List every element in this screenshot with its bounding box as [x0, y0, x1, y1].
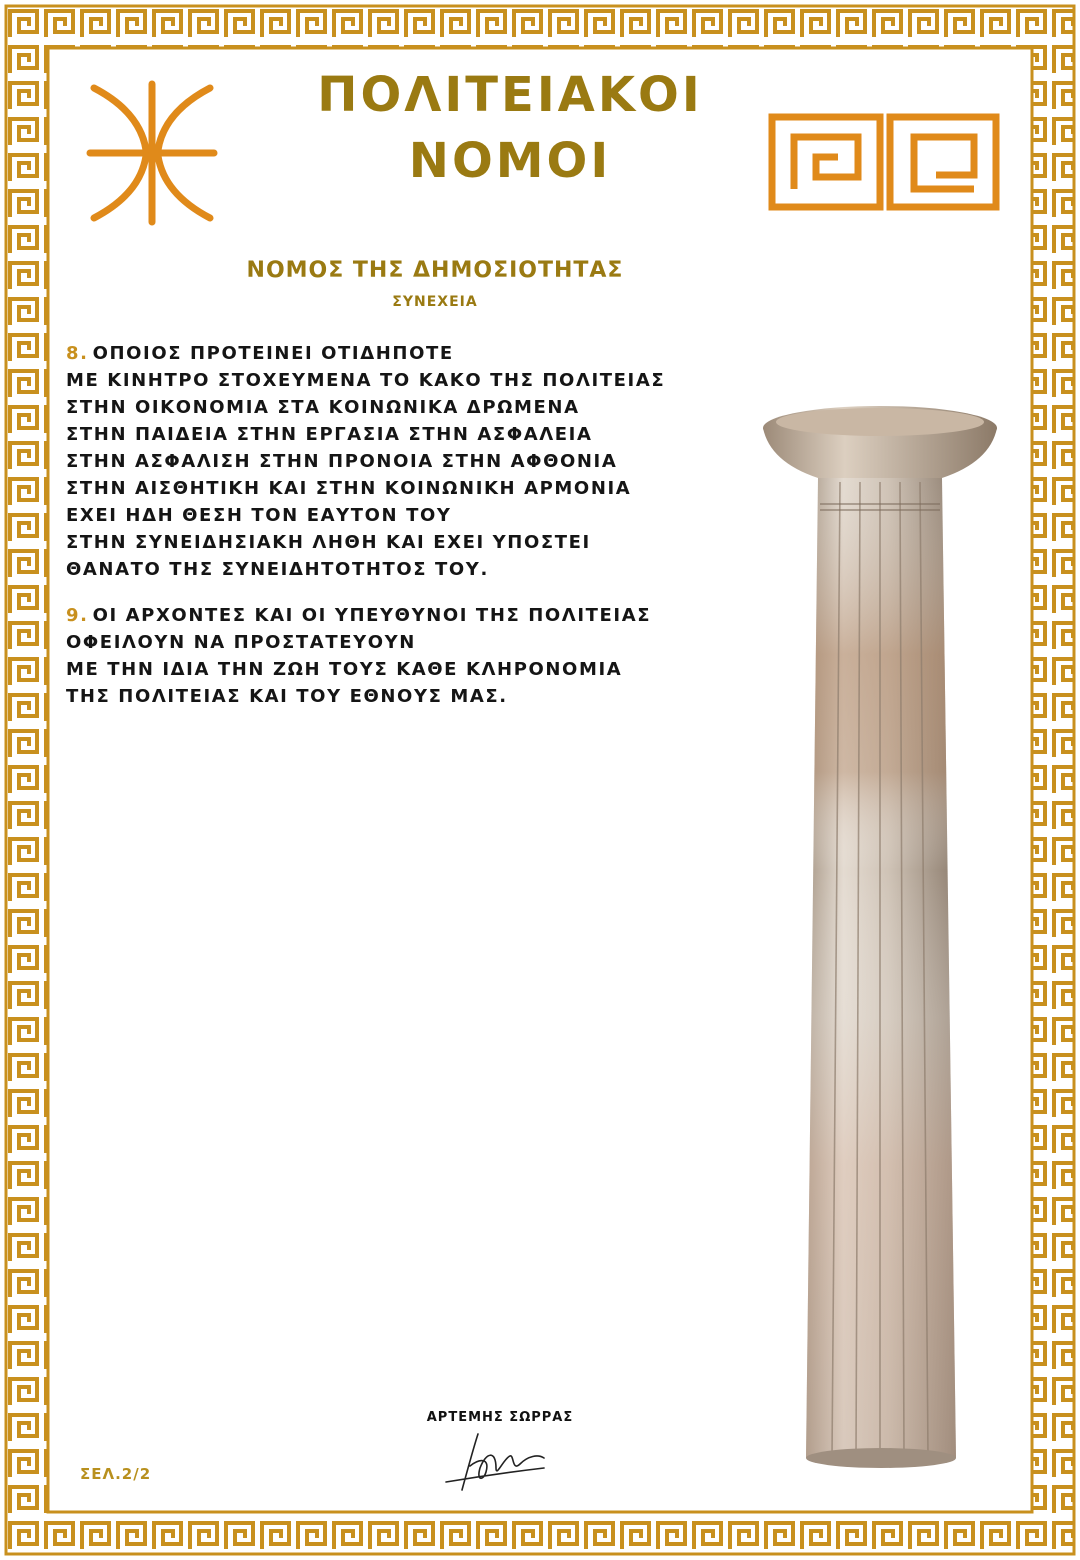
- law-line: ΣΤΗΝ ΑΙΣΘΗΤΙΚΗ ΚΑΙ ΣΤΗΝ ΚΟΙΝΩΝΙΚΗ ΑΡΜΟΝΙΑ: [66, 478, 632, 499]
- law-number: 9.: [66, 605, 89, 626]
- law-line: ΣΤΗΝ ΟΙΚΟΝΟΜΙΑ ΣΤΑ ΚΟΙΝΩΝΙΚΑ ΔΡΩΜΕΝΑ: [66, 397, 580, 418]
- law-line: ΜΕ ΤΗΝ ΙΔΙΑ ΤΗΝ ΖΩΗ ΤΟΥΣ ΚΑΘΕ ΚΛΗΡΟΝΟΜΙΑ: [66, 659, 623, 680]
- section-subtitle: ΣΥΝΕΧΕΙΑ: [392, 294, 478, 310]
- author-name: ΑΡΤΕΜΗΣ ΣΩΡΡΑΣ: [426, 1410, 574, 1425]
- law-line: ΘΑΝΑΤΟ ΤΗΣ ΣΥΝΕΙΔΗΤΟΤΗΤΟΣ ΤΟΥ.: [66, 559, 489, 580]
- law-line: ΣΤΗΝ ΑΣΦΑΛΙΣΗ ΣΤΗΝ ΠΡΟΝΟΙΑ ΣΤΗΝ ΑΦΘΟΝΙΑ: [66, 451, 618, 472]
- section-title: ΝΟΜΟΣ ΤΗΣ ΔΗΜΟΣΙΟΤΗΤΑΣ: [246, 258, 624, 283]
- law-line: ΣΤΗΝ ΠΑΙΔΕΙΑ ΣΤΗΝ ΕΡΓΑΣΙΑ ΣΤΗΝ ΑΣΦΑΛΕΙΑ: [66, 424, 593, 445]
- doric-column-icon: [760, 400, 1000, 1480]
- law-line: ΟΦΕΙΛΟΥΝ ΝΑ ΠΡΟΣΤΑΤΕΥΟΥΝ: [66, 632, 416, 653]
- law-line: ΣΤΗΝ ΣΥΝΕΙΔΗΣΙΑΚΗ ΛΗΘΗ ΚΑΙ ΕΧΕΙ ΥΠΟΣΤΕΙ: [66, 532, 591, 553]
- law-line: 9. ΟΙ ΑΡΧΟΝΤΕΣ ΚΑΙ ΟΙ ΥΠΕΥΘΥΝΟΙ ΤΗΣ ΠΟΛΙΤΕΙΑΣ: [66, 605, 652, 626]
- law-article-9: [66, 602, 786, 710]
- law-line: ΕΧΕΙ ΗΔΗ ΘΕΣΗ ΤΟΝ ΕΑΥΤΟΝ ΤΟΥ: [66, 505, 452, 526]
- page-number: ΣΕΛ.2/2: [80, 1465, 152, 1483]
- double-meander-icon: [768, 113, 1000, 211]
- law-number: 8.: [66, 343, 89, 364]
- law-line: 8. ΟΠΟΙΟΣ ΠΡΟΤΕΙΝΕΙ ΟΤΙΔΗΠΟΤΕ: [66, 343, 454, 364]
- six-rayed-star-icon: [82, 78, 222, 228]
- law-line: ΜΕ ΚΙΝΗΤΡΟ ΣΤΟΧΕΥΜΕΝΑ ΤΟ ΚΑΚΟ ΤΗΣ ΠΟΛΙΤΕΙΑΣ: [66, 370, 666, 391]
- page-title: ΠΟΛΙΤΕΙΑΚΟΙ ΝΟΜΟΙ: [317, 67, 703, 189]
- handwritten-signature-icon: [440, 1428, 550, 1498]
- law-article-8: [66, 340, 786, 583]
- law-line: ΤΗΣ ΠΟΛΙΤΕΙΑΣ ΚΑΙ ΤΟΥ ΕΘΝΟΥΣ ΜΑΣ.: [66, 686, 508, 707]
